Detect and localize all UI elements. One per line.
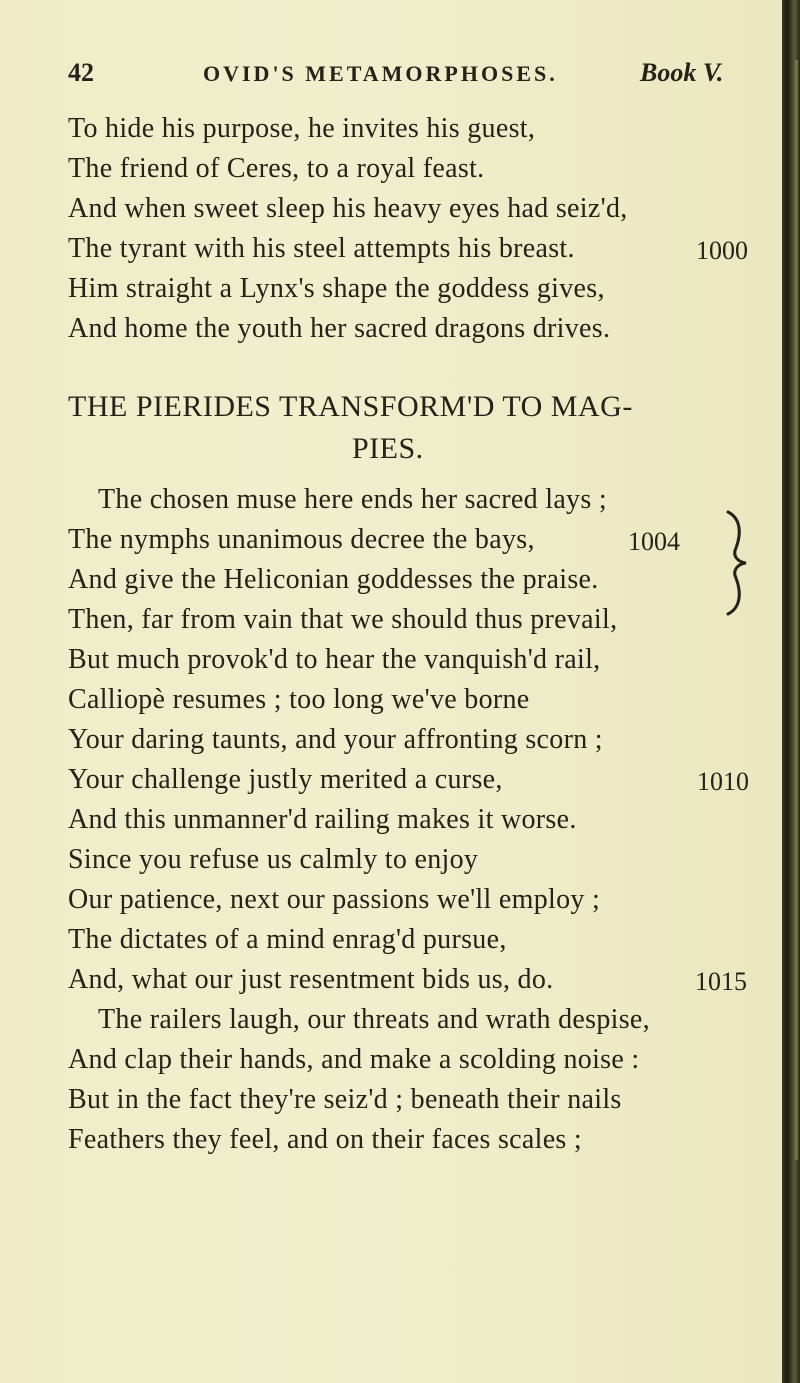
- line-number: 1010: [697, 767, 749, 796]
- triplet-brace: [722, 508, 750, 618]
- verse-line: The nymphs unanimous decree the bays,: [68, 524, 535, 555]
- verse-line: Calliopè resumes ; too long we've borne: [68, 684, 530, 715]
- verse-line: But much provok'd to hear the vanquish'd rail,: [68, 644, 601, 675]
- verse-line: Feathers they feel, and on their faces scales ;: [68, 1124, 582, 1155]
- verse-line: And give the Heliconian goddesses the praise.: [68, 564, 599, 595]
- section-heading-line1: THE PIERIDES TRANSFORM'D TO MAG-: [68, 390, 633, 423]
- line-number: 1015: [695, 967, 747, 996]
- verse-line: The chosen muse here ends her sacred lays ;: [98, 484, 607, 515]
- running-title: OVID'S METAMORPHOSES.: [203, 61, 558, 86]
- book-indicator: Book V.: [640, 58, 724, 87]
- verse-line: The friend of Ceres, to a royal feast.: [68, 153, 485, 184]
- line-number: 1000: [696, 236, 748, 265]
- page-number: 42: [68, 58, 94, 87]
- verse-line: Our patience, next our passions we'll employ ;: [68, 884, 601, 915]
- verse-line: Since you refuse us calmly to enjoy: [68, 844, 479, 875]
- verse-line: And home the youth her sacred dragons drives.: [68, 313, 611, 344]
- line-number: 1004: [628, 527, 680, 556]
- verse-line: Him straight a Lynx's shape the goddess gives,: [68, 273, 605, 304]
- verse-line: The railers laugh, our threats and wrath despise,: [98, 1004, 650, 1035]
- book-spine-edge: [782, 0, 800, 1383]
- verse-line: To hide his purpose, he invites his guest,: [68, 113, 536, 144]
- verse-line: And this unmanner'd railing makes it worse.: [68, 804, 577, 835]
- verse-line: And when sweet sleep his heavy eyes had seiz'd,: [68, 193, 628, 224]
- verse-line: But in the fact they're seiz'd ; beneath their nails: [68, 1084, 622, 1115]
- verse-line: And clap their hands, and make a scolding noise :: [68, 1044, 640, 1075]
- section-heading-line2: PIES.: [352, 432, 424, 465]
- verse-line: And, what our just resentment bids us, do.: [68, 964, 554, 995]
- verse-line: Then, far from vain that we should thus prevail,: [68, 604, 618, 635]
- verse-line: The tyrant with his steel attempts his breast.: [68, 233, 575, 264]
- edge-highlight: [795, 60, 798, 1160]
- running-header: [68, 58, 768, 98]
- verse-line: Your daring taunts, and your affronting scorn ;: [68, 724, 603, 755]
- verse-line: The dictates of a mind enrag'd pursue,: [68, 924, 507, 955]
- verse-line: Your challenge justly merited a curse,: [68, 764, 503, 795]
